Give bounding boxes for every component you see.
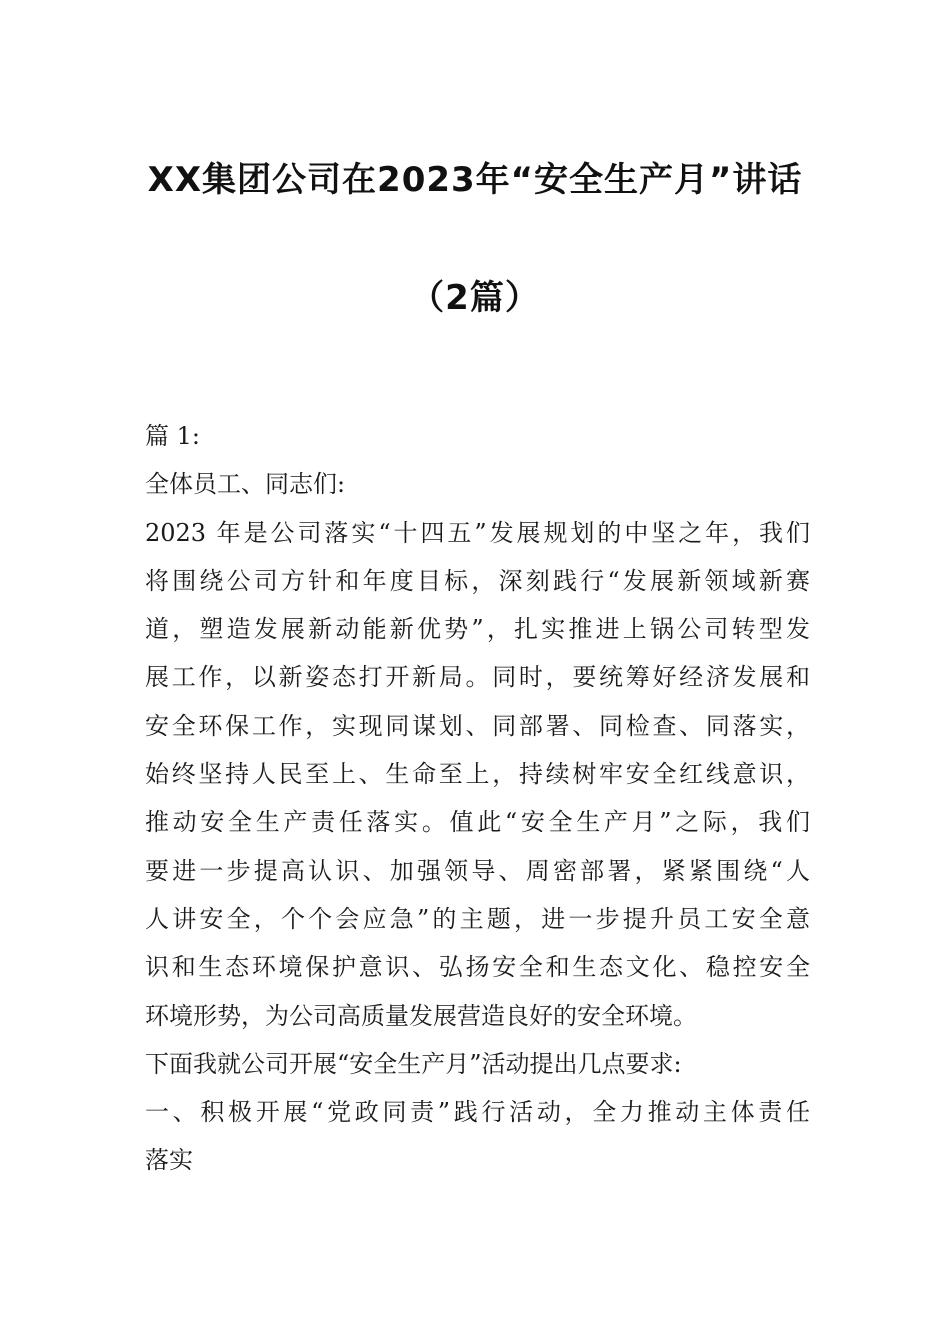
paragraph-line: 展工作，以新姿态打开新局。同时，要统筹好经济发展和 bbox=[145, 663, 810, 692]
requirements-intro: 下面我就公司开展“安全生产月”活动提出几点要求: bbox=[145, 1049, 682, 1078]
section-heading-1 bbox=[145, 1088, 810, 1185]
paragraph-line: 道，塑造发展新动能新优势”，扎实推进上锅公司转型发 bbox=[145, 615, 810, 644]
document-title: XX集团公司在2023年“安全生产月”讲话 bbox=[147, 160, 803, 200]
heading-line: 一、积极开展“党政同责”践行活动，全力推动主体责任 bbox=[145, 1098, 810, 1127]
heading-line: 落实 bbox=[145, 1146, 193, 1175]
document-body bbox=[145, 412, 810, 1185]
paragraph-1 bbox=[145, 509, 810, 1040]
paragraph-line: 2023 年是公司落实“十四五”发展规划的中坚之年，我们 bbox=[145, 518, 810, 547]
paragraph-line: 要进一步提高认识、加强领导、周密部署，紧紧围绕“人 bbox=[145, 856, 810, 885]
paragraph-line: 人讲安全，个个会应急”的主题，进一步提升员工安全意 bbox=[145, 904, 810, 933]
salutation: 全体员工、同志们: bbox=[145, 470, 346, 499]
paragraph-line: 将围绕公司方针和年度目标，深刻践行“发展新领域新赛 bbox=[145, 566, 810, 595]
paragraph-line: 始终坚持人民至上、生命至上，持续树牢安全红线意识， bbox=[145, 760, 810, 789]
paragraph-line: 安全环保工作，实现同谋划、同部署、同检查、同落实， bbox=[145, 711, 810, 740]
document-subtitle: （2篇） bbox=[410, 278, 540, 318]
paragraph-line: 识和生态环境保护意识、弘扬安全和生态文化、稳控安全 bbox=[145, 953, 810, 982]
paragraph-line: 推动安全生产责任落实。值此“安全生产月”之际，我们 bbox=[145, 808, 810, 837]
section-label: 篇 1: bbox=[145, 422, 200, 450]
paragraph-line: 环境形势，为公司高质量发展营造良好的安全环境。 bbox=[145, 1001, 697, 1030]
